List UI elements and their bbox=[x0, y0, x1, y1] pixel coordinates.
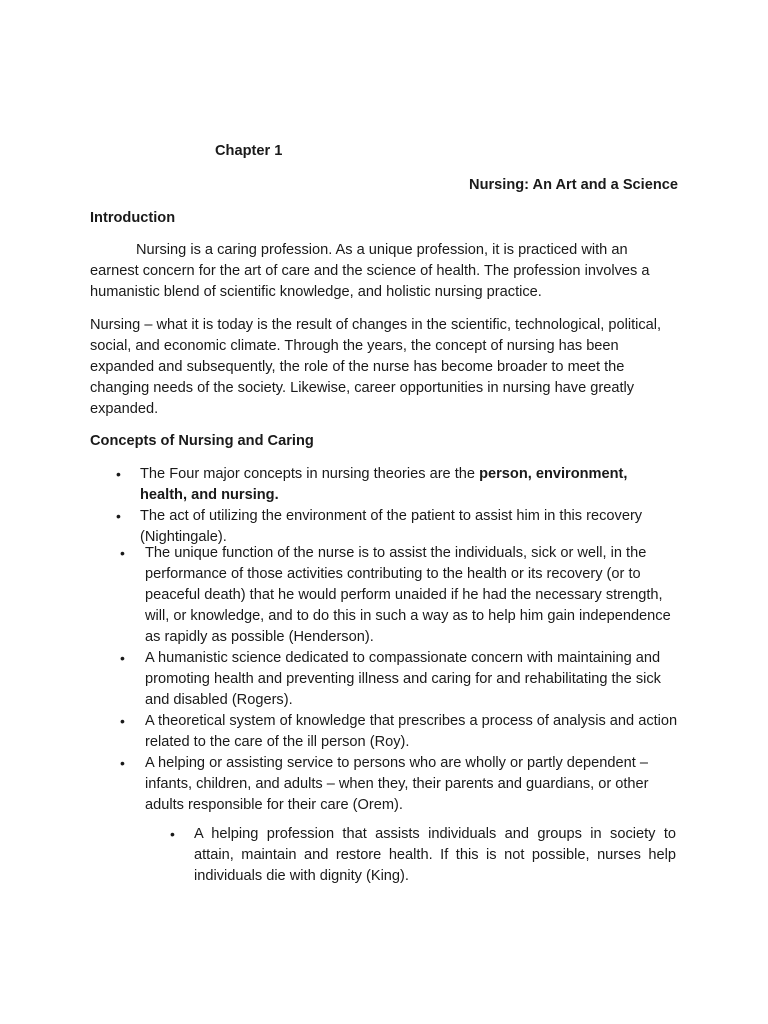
bullet-text: A humanistic science dedicated to compassionate concern with maintaining and promoting health and preventing illness and caring for and rehabilitating the sick and disabled (Rogers). bbox=[145, 650, 661, 708]
chapter-title: Nursing: An Art and a Science bbox=[469, 177, 678, 193]
bullet-icon: • bbox=[116, 466, 121, 482]
bullet-text: The act of utilizing the environment of the patient to assist him in this recovery (Nightingale). bbox=[140, 508, 643, 545]
introduction-heading: Introduction bbox=[90, 210, 176, 226]
concepts-heading: Concepts of Nursing and Caring bbox=[90, 433, 314, 449]
chapter-label: Chapter 1 bbox=[215, 143, 283, 159]
list-item bbox=[120, 543, 680, 648]
bullet-text-bold: person, environment, health, and nursing. bbox=[140, 466, 628, 503]
bullet-text: The unique function of the nurse is to assist the individuals, sick or well, in the performance of those activities contributing to the health or its recovery (or to peaceful death) that he would perform unaided if he had the necessary strength, will, or knowledge, and to do this in such a way as to help him gain independence as rapidly as possible (Henderson). bbox=[145, 545, 671, 645]
bullet-icon: • bbox=[120, 545, 125, 561]
bullet-icon: • bbox=[120, 713, 125, 729]
bullet-icon: • bbox=[120, 650, 125, 666]
bullet-text: A theoretical system of knowledge that prescribes a process of analysis and action related to the care of the ill person (Roy). bbox=[145, 713, 678, 750]
list-item bbox=[120, 648, 680, 711]
list-item bbox=[170, 824, 676, 887]
bullet-icon: • bbox=[116, 508, 121, 524]
list-item bbox=[120, 711, 680, 753]
concepts-list-a bbox=[116, 464, 662, 548]
list-item bbox=[116, 464, 662, 506]
concepts-list-b bbox=[120, 543, 680, 816]
list-item bbox=[116, 506, 662, 548]
intro-paragraph-1: Nursing is a caring profession. As a unique profession, it is practiced with an earnest concern for the art of care and the science of health. The profession involves a humanistic blend of scientific knowledge, and holistic nursing practice. bbox=[90, 242, 650, 300]
bullet-text: A helping or assisting service to persons who are wholly or partly dependent – infants, children, and adults – when they, their parents and guardians, or other adults responsible for their care (Orem). bbox=[145, 755, 649, 813]
bullet-text: A helping profession that assists individuals and groups in society to attain, maintain and restore health. If this is not possible, nurses help individuals die with dignity (King). bbox=[194, 826, 676, 884]
bullet-text-prefix: The Four major concepts in nursing theories are the bbox=[140, 466, 480, 482]
concepts-list-c bbox=[170, 824, 676, 887]
list-item bbox=[120, 753, 680, 816]
bullet-icon: • bbox=[170, 826, 175, 842]
bullet-icon: • bbox=[120, 755, 125, 771]
intro-paragraph-2: Nursing – what it is today is the result of changes in the scientific, technological, political, social, and economic climate. Through the years, the concept of nursing has been expanded and subsequently, the role of the nurse has become broader to meet the changing needs of the society. Likewise, career opportunities in nursing have greatly expanded. bbox=[90, 317, 662, 417]
